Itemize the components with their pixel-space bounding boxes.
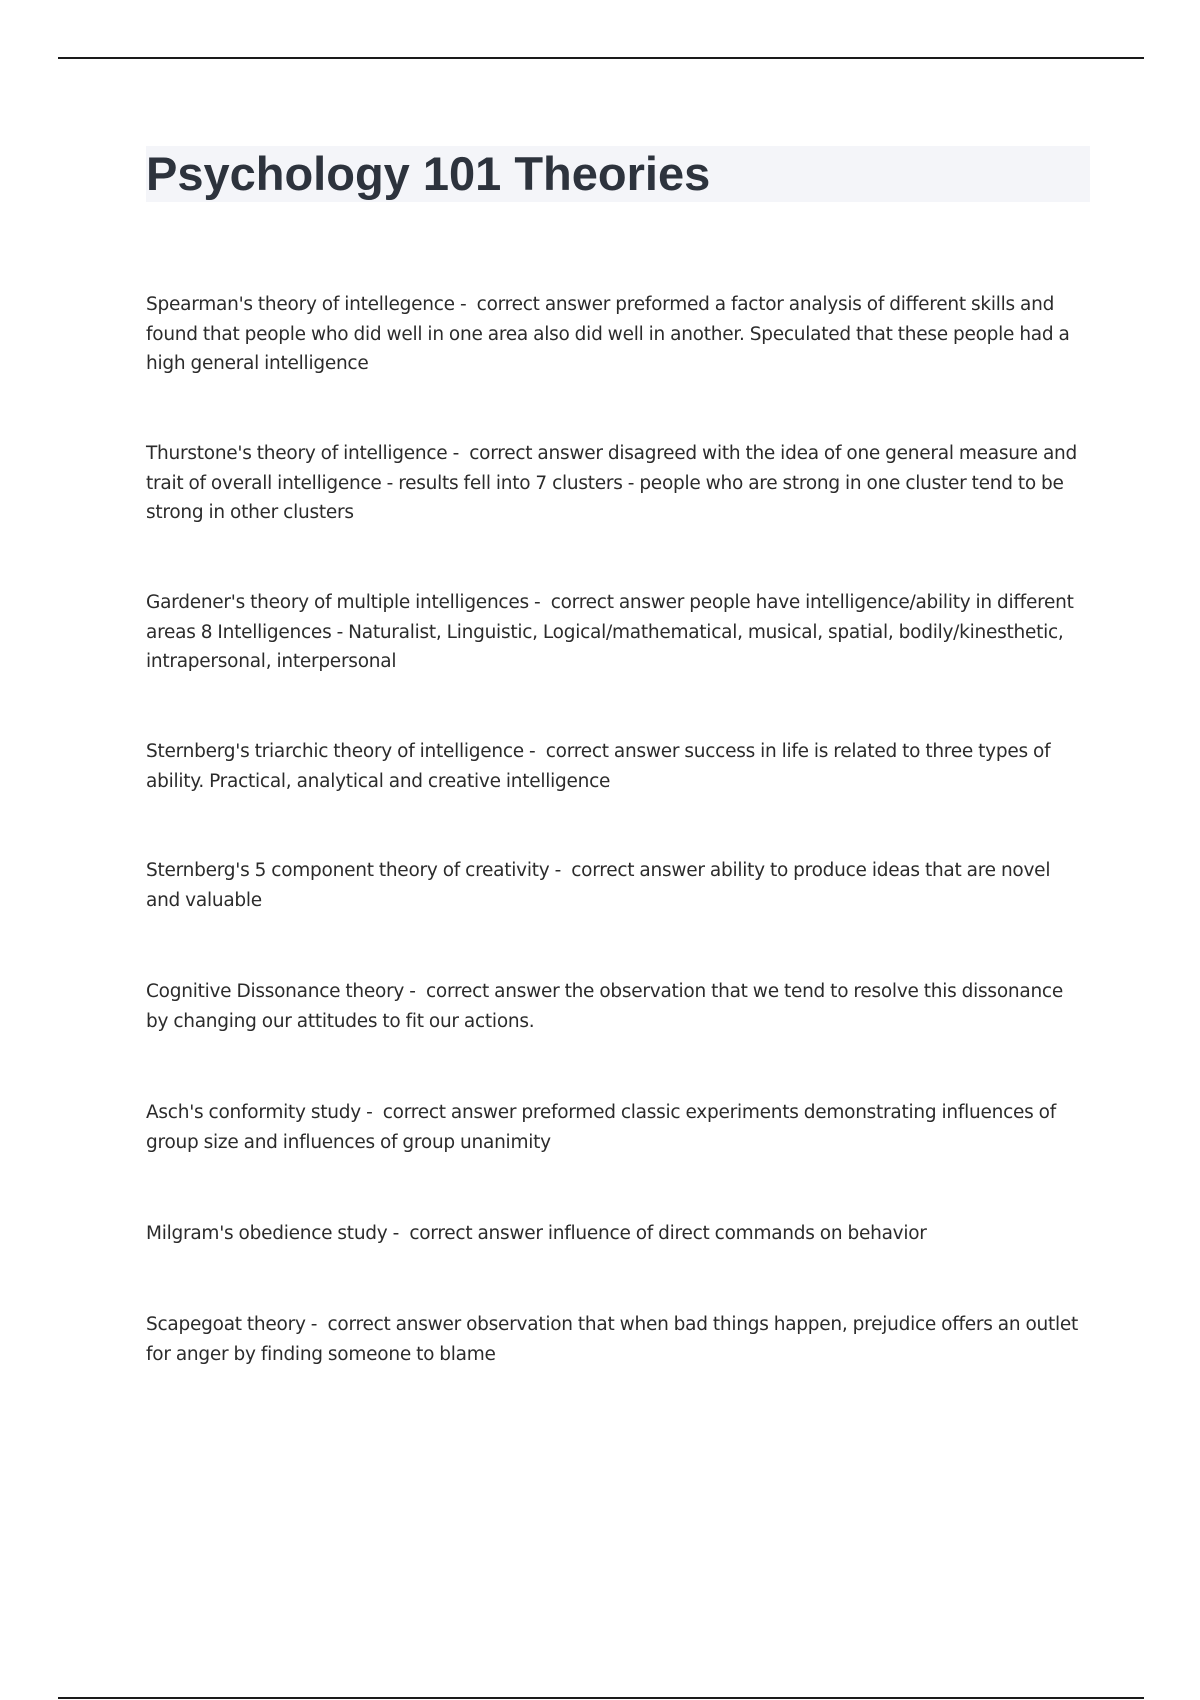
flashcard-entry bbox=[146, 856, 1086, 915]
bottom-divider bbox=[58, 1697, 1144, 1699]
entry-separator: - bbox=[360, 1102, 383, 1123]
entry-answer: correct answer preformed a factor analysis of different skills and found that people who did well in one area also did well in another. Speculated that these people had a high general intelligence bbox=[146, 294, 1070, 374]
entry-answer: correct answer the observation that we tend to resolve this dissonance by changing our attitudes to fit our actions. bbox=[146, 981, 1063, 1032]
entry-separator: - bbox=[528, 592, 551, 613]
entry-term: Gardener's theory of multiple intelligences bbox=[146, 592, 529, 613]
entry-answer: correct answer disagreed with the idea of one general measure and trait of overall intelligence - results fell into 7 clusters - people who are strong in one cluster tend to be strong in other clusters bbox=[146, 443, 1077, 523]
entry-term: Thurstone's theory of intelligence bbox=[146, 443, 448, 464]
flashcard-entry bbox=[146, 1219, 927, 1249]
entry-separator: - bbox=[404, 981, 426, 1002]
entry-separator: - bbox=[523, 741, 546, 762]
entry-separator: - bbox=[387, 1223, 410, 1244]
entry-answer: correct answer preformed classic experiments demonstrating influences of group size and influences of group unanimity bbox=[146, 1102, 1057, 1153]
entry-answer: correct answer observation that when bad things happen, prejudice offers an outlet for anger by finding someone to blame bbox=[146, 1314, 1079, 1365]
flashcard-entry bbox=[146, 737, 1086, 796]
flashcard-entry bbox=[146, 1098, 1086, 1157]
entry-answer: correct answer ability to produce ideas that are novel and valuable bbox=[146, 860, 1051, 911]
entry-separator: - bbox=[549, 860, 572, 881]
page-title: Psychology 101 Theories bbox=[146, 147, 711, 200]
flashcard-entry bbox=[146, 977, 1086, 1036]
entry-separator: - bbox=[305, 1314, 328, 1335]
flashcard-entry bbox=[146, 588, 1086, 677]
entry-separator: - bbox=[454, 294, 477, 315]
top-divider bbox=[58, 57, 1144, 59]
flashcard-entry bbox=[146, 1310, 1086, 1369]
entry-answer: correct answer influence of direct commands on behavior bbox=[409, 1223, 927, 1244]
entry-term: Sternberg's triarchic theory of intelligence bbox=[146, 741, 524, 762]
entry-term: Spearman's theory of intellegence bbox=[146, 294, 455, 315]
entry-term: Sternberg's 5 component theory of creativity bbox=[146, 860, 550, 881]
flashcard-entry bbox=[146, 439, 1086, 528]
entry-answer: correct answer people have intelligence/ability in different areas 8 Intelligences - Naturalist, Linguistic, Logical/mathematical, musical, spatial, bodily/kinesthetic, intrapersonal, interpersonal bbox=[146, 592, 1074, 672]
entry-separator: - bbox=[447, 443, 470, 464]
entry-term: Cognitive Dissonance theory bbox=[146, 981, 405, 1002]
entry-term: Scapegoat theory bbox=[146, 1314, 306, 1335]
flashcard-entry bbox=[146, 290, 1086, 379]
entry-term: Asch's conformity study bbox=[146, 1102, 361, 1123]
entry-answer: correct answer success in life is related to three types of ability. Practical, analytical and creative intelligence bbox=[146, 741, 1051, 792]
entry-term: Milgram's obedience study bbox=[146, 1223, 388, 1244]
